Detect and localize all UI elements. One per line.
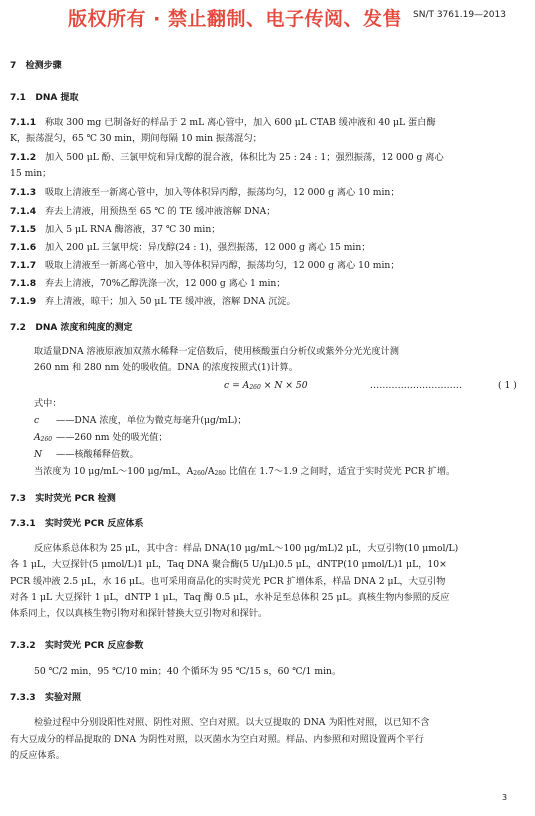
section-number: 7.1	[10, 93, 26, 103]
section-number: 7.3	[10, 494, 26, 504]
section-title: DNA 浓度和纯度的测定	[35, 323, 133, 333]
paragraph-line: 各 1 μL，大豆探针(5 μmol/L)1 μL，Taq DNA 聚合酶(5 U/μL)0.5 μL，dNTP(10 μmol/L)1 μL，10×	[10, 559, 447, 570]
step-number: 7.1.5	[10, 224, 37, 235]
section-title: 实时荧光 PCR 检测	[35, 494, 116, 504]
step-7-1-2-line-2: 15 min；	[10, 168, 52, 179]
paragraph-line: 检验过程中分别设阳性对照、阴性对照、空白对照。以大豆提取的 DNA 为阳性对照，以已知不含	[34, 717, 430, 728]
section-7-3-3-heading	[10, 692, 81, 704]
definition-n	[34, 449, 139, 461]
step-text: 弃去上清液，用预热至 65 ℃ 的 TE 缓冲液溶解 DNA；	[44, 206, 276, 217]
step-text: 吸取上清液至一新离心管中，加入等体积异丙醇，振荡均匀，12 000 g 离心 10 min；	[44, 187, 400, 198]
symbol: N	[34, 449, 43, 460]
step-number: 7.1.4	[10, 206, 37, 217]
step-number: 7.1.3	[10, 187, 37, 198]
step-text: 弃去上清液，70%乙醇洗涤一次，12 000 g 离心 1 min；	[44, 278, 286, 289]
section-title: 实时荧光 PCR 反应参数	[45, 641, 144, 651]
section-number: 7.3.2	[10, 641, 36, 651]
step-7-1-3	[10, 187, 400, 199]
paragraph-line: 取适量DNA 溶液原液加双蒸水稀释一定倍数后，使用核酸蛋白分析仪或紫外分光光度计测	[34, 346, 399, 357]
note-text: /A	[204, 466, 215, 477]
step-number: 7.1.2	[10, 152, 37, 163]
symbol	[34, 432, 56, 446]
where-label: 式中：	[34, 398, 62, 409]
note-text: 比值在 1.7～1.9 之间时，适宜于实时荧光 PCR 扩增。	[225, 466, 456, 477]
paragraph-line: 体系同上，仅以真核生物引物对和探针替换大豆引物对和探针。	[10, 608, 268, 619]
step-text: 加入 5 μL RNA 酶溶液，37 ℃ 30 min；	[44, 224, 221, 235]
paragraph-line: 260 nm 和 280 nm 处的吸收值。DNA 的浓度按照式(1)计算。	[34, 362, 298, 373]
section-title: DNA 提取	[35, 93, 79, 103]
step-text: 弃上清液，晾干；加入 50 μL TE 缓冲液，溶解 DNA 沉淀。	[44, 296, 296, 307]
section-title: 实验对照	[45, 693, 82, 703]
step-7-1-4	[10, 206, 276, 218]
section-title: 实时荧光 PCR 反应体系	[45, 519, 144, 529]
paragraph-line: 反应体系总体积为 25 μL，其中含：样品 DNA(10 μg/mL～100 μg/mL)2 μL，大豆引物(10 μmol/L)	[34, 543, 459, 554]
page-number: 3	[502, 793, 508, 802]
concentration-note	[34, 466, 455, 480]
note-text: 当浓度为 10 μg/mL～100 μg/mL，A	[34, 466, 194, 477]
step-text: 称取 300 mg 已制备好的样品于 2 mL 离心管中，加入 600 μL CTAB 缓冲液和 40 μL 蛋白酶	[44, 117, 436, 128]
step-number: 7.1.6	[10, 242, 37, 253]
step-text: 加入 200 μL 三氯甲烷：异戊醇(24 : 1)，强烈振荡，12 000 g 离心 15 min；	[44, 242, 371, 253]
paragraph-line: 有大豆成分的样品提取的 DNA 为阴性对照，以灭菌水为空白对照。样品、内参照和对照设置两个平行	[10, 734, 424, 745]
watermark-banner: 版权所有 · 禁止翻制、电子传阅、发售	[68, 8, 402, 30]
step-7-1-1-line-2: K，振荡混匀，65 ℃ 30 min，期间每隔 10 min 振荡混匀；	[10, 133, 262, 144]
symbol-letter: A	[34, 432, 41, 443]
step-7-1-7	[10, 260, 400, 272]
section-number: 7.3.1	[10, 519, 36, 529]
step-7-1-6	[10, 242, 370, 254]
formula-leader-dots: …………………………	[370, 380, 462, 391]
section-7-2-heading	[10, 322, 132, 334]
step-number: 7.1.1	[10, 117, 37, 128]
symbol: c	[34, 415, 40, 426]
definition-text: ——DNA 浓度，单位为微克每毫升(μg/mL)；	[56, 415, 247, 426]
section-title: 检测步骤	[25, 61, 62, 71]
step-text: 加入 500 μL 酚、三氯甲烷和异戊醇的混合液，体积比为 25 : 24 : 1；强烈振荡，12 000 g 离心	[44, 152, 444, 163]
definition-c	[34, 415, 247, 427]
section-7-3-2-heading	[10, 640, 143, 652]
reaction-parameters: 50 ℃/2 min，95 ℃/10 min；40 个循环为 95 ℃/15 s，60 ℃/1 min。	[34, 666, 342, 677]
step-7-1-5	[10, 224, 220, 236]
definition-a260	[34, 432, 168, 446]
section-7-heading	[10, 60, 62, 72]
subscript: 280	[214, 470, 226, 477]
document-number: SN/T 3761.19—2013	[413, 10, 506, 20]
step-7-1-8	[10, 278, 285, 290]
formula-label: ( 1 )	[498, 380, 517, 391]
section-number: 7.2	[10, 323, 26, 333]
step-7-1-9	[10, 296, 296, 308]
formula-lhs: c = A	[224, 380, 250, 391]
definition-text: ——核酸稀释倍数。	[56, 449, 139, 460]
paragraph-line: PCR 缓冲液 2.5 μL，水 16 μL。也可采用商品化的实时荧光 PCR 扩增体系，样品 DNA 2 μL，大豆引物	[10, 576, 446, 587]
symbol-subscript: 260	[40, 436, 53, 443]
formula	[224, 380, 308, 394]
step-7-1-2-line-1	[10, 152, 444, 164]
subscript: 260	[193, 470, 205, 477]
step-text: 吸取上清液至一新离心管中，加入等体积异丙醇，振荡均匀，12 000 g 离心 10 min；	[44, 260, 400, 271]
paragraph-line: 的反应体系。	[10, 750, 66, 761]
section-number: 7	[10, 61, 17, 71]
section-7-3-heading	[10, 493, 116, 505]
step-7-1-1-line-1	[10, 117, 436, 129]
step-number: 7.1.7	[10, 260, 37, 271]
step-number: 7.1.9	[10, 296, 37, 307]
paragraph-line: 对各 1 μL 大豆探针 1 μL，dNTP 1 μL，Taq 酶 0.5 μL，水补足至总体积 25 μL。真核生物内参照的反应	[10, 592, 450, 603]
step-number: 7.1.8	[10, 278, 37, 289]
definition-text: ——260 nm 处的吸光值；	[56, 432, 168, 443]
section-number: 7.3.3	[10, 693, 36, 703]
section-7-3-1-heading	[10, 518, 143, 530]
section-7-1-heading	[10, 92, 78, 104]
formula-subscript: 260	[249, 384, 261, 391]
formula-rhs: × N × 50	[263, 380, 308, 391]
